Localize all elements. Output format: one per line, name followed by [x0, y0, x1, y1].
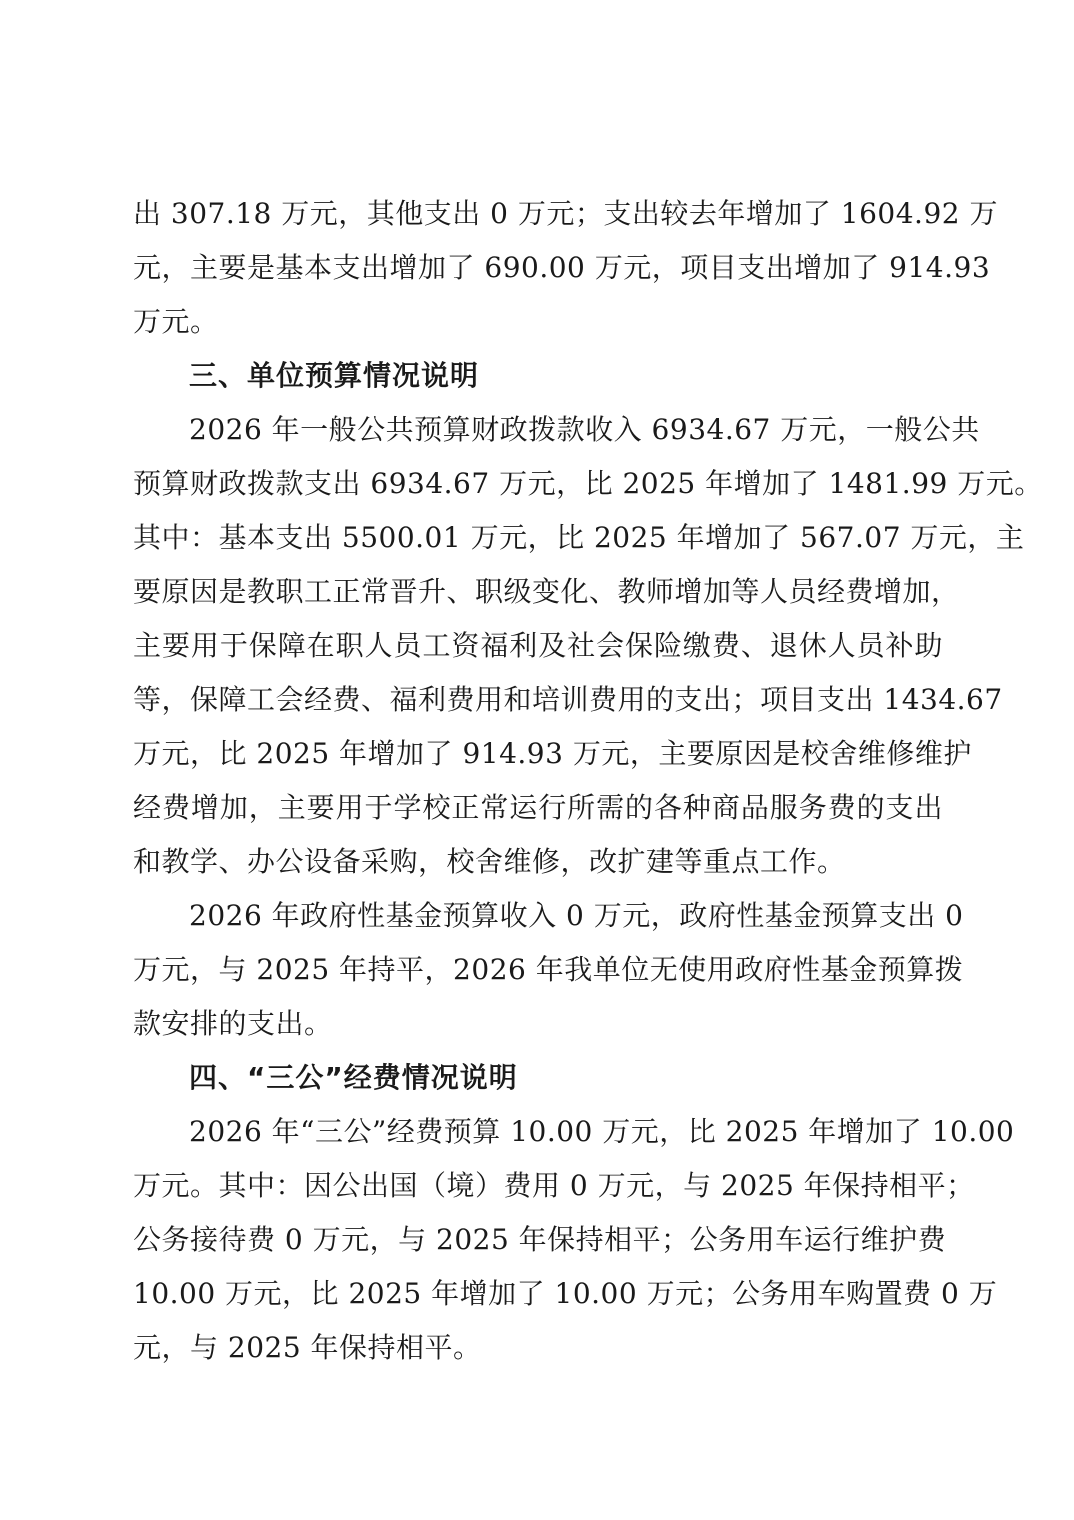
- body-text-line: 其中：基本支出 5500.01 万元，比 2025 年增加了 567.07 万元，主: [133, 521, 1025, 554]
- body-text-line: 元，与 2025 年保持相平。: [133, 1331, 482, 1364]
- body-text-line: 经费增加，主要用于学校正常运行所需的各种商品服务费的支出: [133, 791, 943, 824]
- body-text-line: 款安排的支出。: [133, 1007, 333, 1040]
- body-text-line: 要原因是教职工正常晋升、职级变化、教师增加等人员经费增加，: [133, 575, 960, 608]
- section-heading: 三、单位预算情况说明: [189, 359, 480, 392]
- body-text-line: 2026 年“三公”经费预算 10.00 万元，比 2025 年增加了 10.00: [189, 1115, 1015, 1148]
- body-text-line: 万元，比 2025 年增加了 914.93 万元，主要原因是校舍维修维护: [133, 737, 972, 770]
- body-text-line: 10.00 万元，比 2025 年增加了 10.00 万元；公务用车购置费 0 万: [133, 1277, 998, 1310]
- section-heading: 四、“三公”经费情况说明: [189, 1061, 518, 1094]
- body-text-line: 万元。其中：因公出国（境）费用 0 万元，与 2025 年保持相平；: [133, 1169, 975, 1202]
- body-text-line: 和教学、办公设备采购，校舍维修，改扩建等重点工作。: [133, 845, 846, 878]
- body-text-line: 公务接待费 0 万元，与 2025 年保持相平；公务用车运行维护费: [133, 1223, 947, 1256]
- body-text-line: 2026 年政府性基金预算收入 0 万元，政府性基金预算支出 0: [189, 899, 964, 932]
- body-text-line: 元，主要是基本支出增加了 690.00 万元，项目支出增加了 914.93: [133, 251, 991, 284]
- body-text-line: 万元。: [133, 305, 219, 338]
- body-text-line: 主要用于保障在职人员工资福利及社会保险缴费、退休人员补助: [133, 629, 943, 662]
- body-text-line: 出 307.18 万元，其他支出 0 万元；支出较去年增加了 1604.92 万: [133, 197, 998, 230]
- body-text-line: 2026 年一般公共预算财政拨款收入 6934.67 万元，一般公共: [189, 413, 980, 446]
- body-text-line: 预算财政拨款支出 6934.67 万元，比 2025 年增加了 1481.99 万元。: [133, 467, 1043, 500]
- body-text-line: 万元，与 2025 年持平，2026 年我单位无使用政府性基金预算拨: [133, 953, 964, 986]
- body-text-line: 等，保障工会经费、福利费用和培训费用的支出；项目支出 1434.67: [133, 683, 1003, 716]
